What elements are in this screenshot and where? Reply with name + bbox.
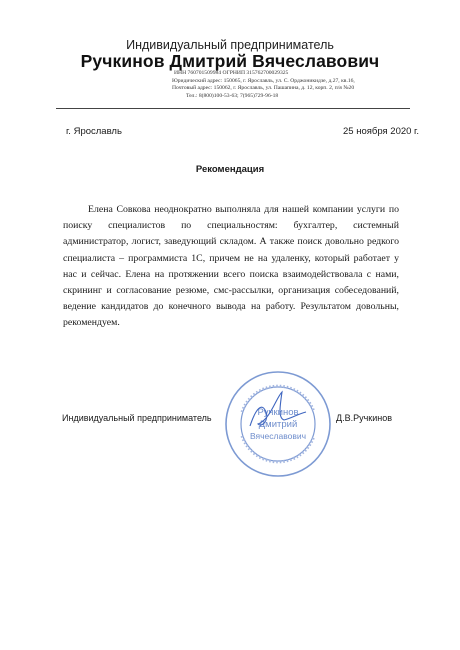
header-divider: [56, 108, 410, 109]
stamp-text-line-2: Дмитрий: [258, 419, 298, 430]
letter-body: Елена Совкова неоднократно выполняла для нашей компании услуги по поиску специалистов по специальностям: бухгалтер, системный администратор, логист, заведующий складом. А также поиск довольно редкого специалиста – программиста 1С, причем не на удаленку, который работает у нас и сейчас. Елена на протяжении всего поиска взаимодействовала с нами, скрининг и согласование резюме, смс-рассылки, организация собеседований, ведение кандидатов до конечного вывода на работу. Результатом довольны, рекомендуем.: [63, 204, 399, 329]
signatory-name: Д.В.Ручкинов: [336, 413, 393, 423]
stamp-text-line-1: Ручкинов: [257, 407, 299, 418]
stamp-text-line-3: Вячеславович: [249, 431, 307, 441]
registration-numbers: ИНН 760701509984 ОГРНИП 315762700029325: [174, 70, 289, 76]
signatory-role: Индивидуальный предприниматель: [62, 413, 212, 423]
company-stamp: [222, 368, 334, 480]
letter-title: Рекомендация: [195, 164, 265, 175]
letter-city: г. Ярославль: [66, 126, 122, 137]
postal-address: Почтовый адрес: 150062, г. Ярославль, ул. Пашапина, д. 12, корп. 2, п/я №20: [172, 85, 355, 92]
letterhead-name: Ручкинов Дмитрий Вячеславович: [80, 51, 380, 71]
letterhead-details: [172, 70, 412, 101]
letterhead-subtitle: Индивидуальный предприниматель: [126, 38, 334, 52]
letter-date: 25 ноября 2020 г.: [343, 126, 419, 137]
phone-numbers: Тел.: 8(800)100-53-63; 7(965)729-96-18: [186, 93, 279, 100]
legal-address: Юридический адрес: 150065, г. Ярославль, ул. С. Орджоникидзе, д.27, кв.16,: [172, 77, 355, 84]
